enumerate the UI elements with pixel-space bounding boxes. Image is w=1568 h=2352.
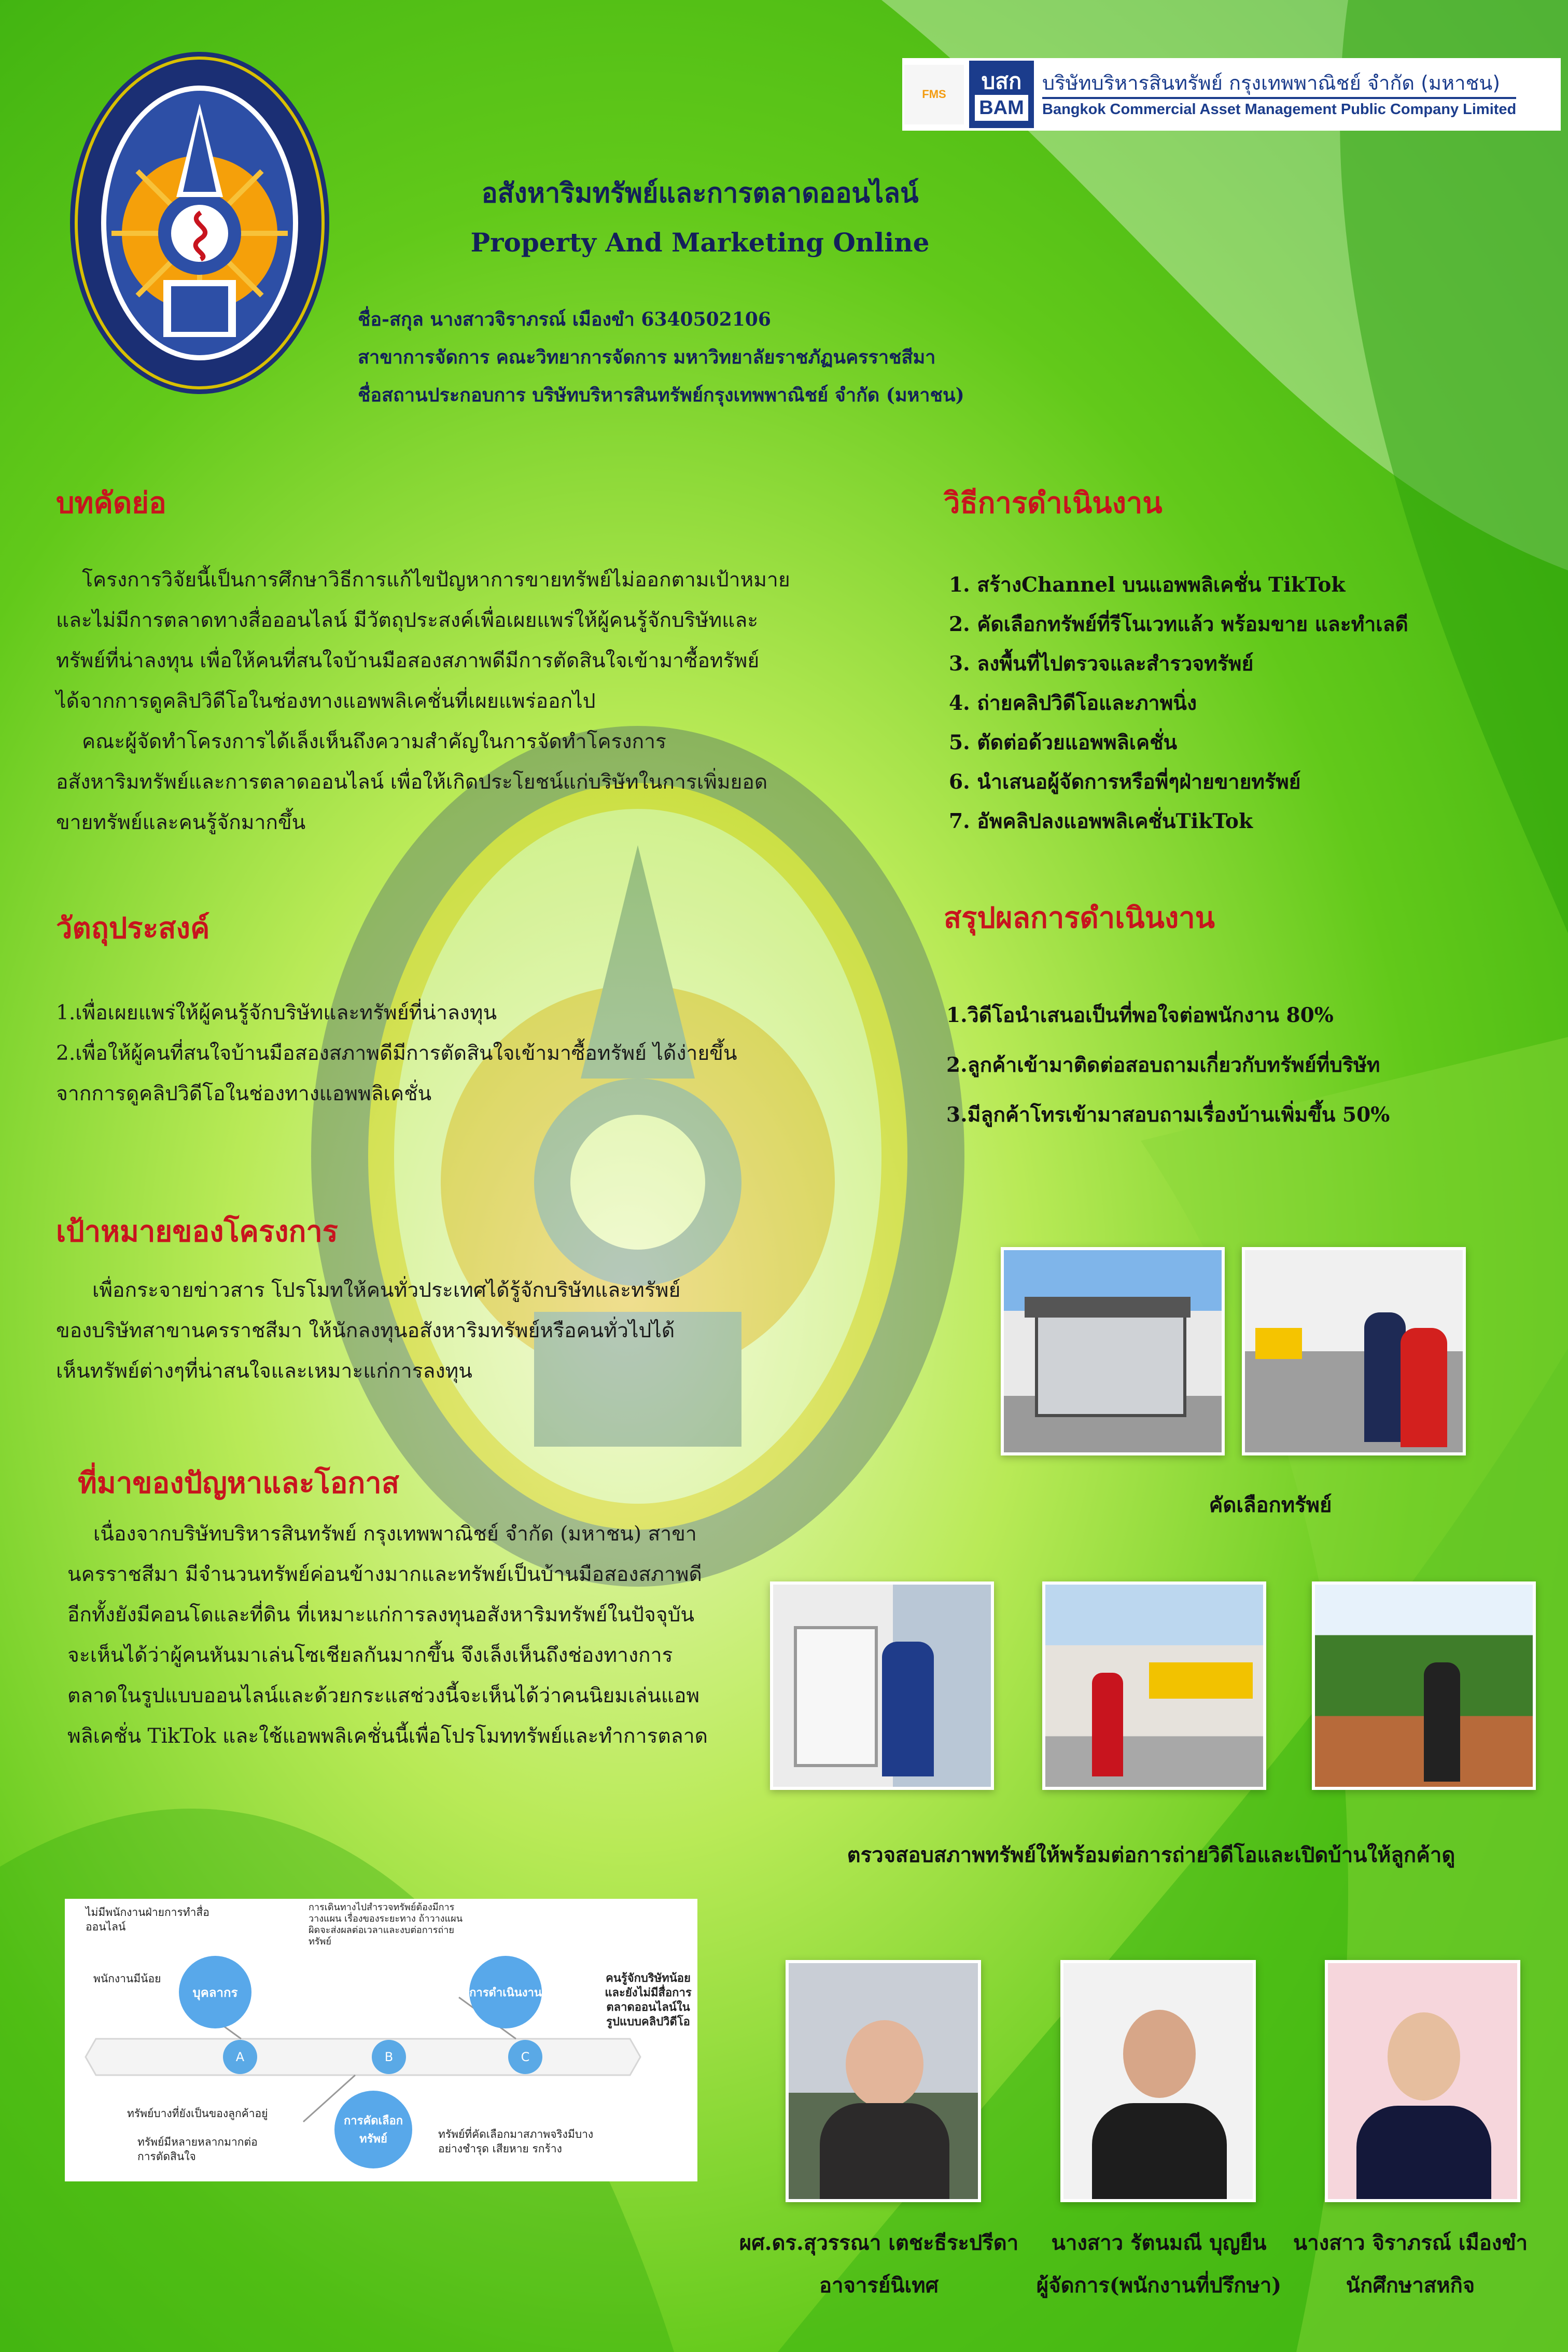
background-heading: ที่มาของปัญหาและโอกาส xyxy=(78,1466,399,1500)
note-few-staff: พนักงานมีน้อย xyxy=(93,1972,161,1985)
node-c: C xyxy=(508,2040,542,2074)
caption-select: คัดเลือกทรัพย์ xyxy=(1209,1493,1332,1517)
method-item: 5. ตัดต่อด้วยแอพพลิเคชั่น xyxy=(949,731,1178,754)
background-line: เนื่องจากบริษัทบริหารสินทรัพย์ กรุงเทพพาณิชย์ จำกัด (มหาชน) สาขา xyxy=(93,1522,697,1546)
background-line: นครราชสีมา มีจำนวนทรัพย์ค่อนข้างมากและทรัพย์เป็นบ้านมือสองสภาพดี xyxy=(67,1563,702,1586)
background-line: ตลาดในรูปแบบออนไลน์และด้วยกระแสช่วงนี้จะเห็นได้ว่าคนนิยมเล่นแอพ xyxy=(67,1684,700,1707)
fms-logo xyxy=(904,65,964,124)
person-3 xyxy=(1265,2222,1556,2307)
watermark-seal xyxy=(301,716,975,1597)
author-info xyxy=(358,301,1136,414)
abstract-line: อสังหาริมทรัพย์และการตลาดออนไลน์ เพื่อให้เกิดประโยชน์แก่บริษัทในการเพิ่มยอด xyxy=(56,771,768,794)
info-company: ชื่อสถานประกอบการ บริษัทบริหารสินทรัพย์กรุงเทพพาณิชย์ จำกัด (มหาชน) xyxy=(358,384,964,406)
goals-text xyxy=(56,1270,834,1392)
method-item: 1. สร้างChannel บนแอพพลิเคชั่น TikTok xyxy=(949,573,1346,597)
outcome-text: คนรู้จักบริษัทน้อย และยังไม่มีสื่อการตลาดออนไลน์ในรูปแบบคลิปวิดีโอ xyxy=(605,1972,692,2028)
caption-inspect: ตรวจสอบสภาพทรัพย์ให้พร้อมต่อการถ่ายวิดีโอและเปิดบ้านให้ลูกค้าดู xyxy=(847,1843,1455,1867)
photo-inspection xyxy=(1242,1247,1466,1455)
objective-item: จากการดูคลิปวิดีโอในช่องทางแอพพลิเคชั่น xyxy=(56,1082,432,1105)
university-seal xyxy=(65,47,334,399)
goals-heading: เป้าหมายของโครงการ xyxy=(56,1214,338,1249)
note-many-choices: ทรัพย์มีหลายหลากมากต่อการตัดสินใจ xyxy=(137,2136,258,2163)
person-3-role: นักศึกษาสหกิจ xyxy=(1346,2273,1475,2298)
abstract-line: ทรัพย์ที่น่าลงทุน เพื่อให้คนที่สนใจบ้านมือสองสภาพดีมีการตัดสินใจเข้ามาซื้อทรัพย์ xyxy=(56,649,760,673)
title-en: Property And Marketing Online xyxy=(470,227,930,258)
abstract-text xyxy=(56,560,834,843)
bubble-personnel: บุคลากร xyxy=(179,1956,251,2028)
abstract-line: คณะผู้จัดทำโครงการได้เล็งเห็นถึงความสำคัญในการจัดทำโครงการ xyxy=(82,730,666,753)
fms-logo-text: FMS xyxy=(922,88,946,101)
result-item: 3.มีลูกค้าโทรเข้ามาสอบถามเรื่องบ้านเพิ่มขึ้น 50% xyxy=(946,1103,1390,1127)
title-th: อสังหาริมทรัพย์และการตลาดออนไลน์ xyxy=(481,177,919,209)
abstract-line: ได้จากการดูคลิปวิดีโอในช่องทางแอพพลิเคชั่นที่เผยแพร่ออกไป xyxy=(56,690,596,713)
result-item: 1.วิดีโอนำเสนอเป็นที่พอใจต่อพนักงาน 80% xyxy=(946,1003,1334,1027)
abstract-line: ขายทรัพย์และคนรู้จักมากขึ้น xyxy=(56,811,306,834)
note-travel-planning: การเดินทางไปสำรวจทรัพย์ต้องมีการวางแผน เรื่องของระยะทาง ถ้าวางแผนผิดจะส่งผลต่อเวลาและงบต่อการถ่ายทรัพย์ xyxy=(309,1902,463,1947)
bam-logo-en: BAM xyxy=(975,95,1028,121)
results-list xyxy=(946,990,1543,1140)
goals-line: ของบริษัทสาขานครราชสีมา ให้นักลงทุนอสังหาริมทรัพย์หรือคนทั่วไปได้ xyxy=(56,1319,675,1342)
company-name-en: Bangkok Commercial Asset Management Public Company Limited xyxy=(1042,97,1516,120)
person-2-role: ผู้จัดการ(พนักงานที่ปรึกษา) xyxy=(1036,2273,1282,2298)
note-no-online-staff: ไม่มีพนักงานฝ่ายการทำสื่อออนไลน์ xyxy=(86,1906,209,1933)
background-line: จะเห็นได้ว่าผู้คนหันมาเล่นโซเชียลกันมากขึ้น จึงเล็งเห็นถึงช่องทางการ xyxy=(67,1644,673,1667)
fishbone-diagram xyxy=(65,1899,697,2181)
objective-item: 1.เพื่อเผยแพร่ให้ผู้คนรู้จักบริษัทและทรัพย์ที่น่าลงทุน xyxy=(56,1001,497,1025)
methods-list xyxy=(949,565,1545,841)
bam-logo-th: บสก xyxy=(981,69,1022,93)
method-item: 2. คัดเลือกทรัพย์ที่รีโนเวทแล้ว พร้อมขาย และทำเลดี xyxy=(949,612,1408,636)
background-line: อีกทั้งยังมีคอนโดและที่ดิน ที่เหมาะแก่การลงทุนอสังหาริมทรัพย์ในปัจจุบัน xyxy=(67,1603,695,1627)
photo-house-front xyxy=(1001,1247,1225,1455)
abstract-heading: บทคัดย่อ xyxy=(56,486,166,520)
abstract-line: โครงการวิจัยนี้เป็นการศึกษาวิธีการแก้ไขปัญหาการขายทรัพย์ไม่ออกตามเป้าหมาย xyxy=(82,568,790,592)
info-faculty: สาขาการจัดการ คณะวิทยาการจัดการ มหาวิทยาลัยราชภัฏนครราชสีมา xyxy=(358,346,936,368)
note-damaged: ทรัพย์ที่คัดเลือกมาสภาพจริงมีบางอย่างชำรุด เสียหาย รกร้าง xyxy=(438,2128,594,2155)
results-heading: สรุปผลการดำเนินงาน xyxy=(944,901,1215,935)
node-b: B xyxy=(372,2040,406,2074)
info-name: ชื่อ-สกุล นางสาวจิราภรณ์ เมืองขำ 6340502106 xyxy=(358,309,771,330)
goals-line: เพื่อกระจายข่าวสาร โปรโมทให้คนทั่วประเทศได้รู้จักบริษัทและทรัพย์ xyxy=(92,1279,681,1302)
company-name xyxy=(1042,69,1516,120)
photo-window-inspection xyxy=(770,1581,994,1790)
method-item: 7. อัพคลิปลงแอพพลิเคชั่นTikTok xyxy=(949,809,1253,833)
bam-logo xyxy=(969,61,1034,128)
bubble-selection: การคัดเลือกทรัพย์ xyxy=(334,2091,412,2168)
person-3-name: นางสาว จิราภรณ์ เมืองขำ xyxy=(1293,2231,1528,2255)
photo-house-visit xyxy=(1042,1581,1266,1790)
company-name-th: บริษัทบริหารสินทรัพย์ กรุงเทพพาณิชย์ จำกัด (มหาชน) xyxy=(1042,72,1501,94)
method-item: 4. ถ่ายคลิปวิดีโอและภาพนิ่ง xyxy=(949,691,1197,715)
company-logo xyxy=(902,58,1561,131)
objective-item: 2.เพื่อให้ผู้คนที่สนใจบ้านมือสองสภาพดีมีการตัดสินใจเข้ามาซื้อทรัพย์ ได้ง่ายขึ้น xyxy=(56,1042,737,1065)
person-1-role: อาจารย์นิเทศ xyxy=(819,2273,939,2298)
background-text xyxy=(67,1514,845,1757)
methods-heading: วิธีการดำเนินงาน xyxy=(944,486,1163,520)
method-item: 3. ลงพื้นที่ไปตรวจและสำรวจทรัพย์ xyxy=(949,652,1254,676)
note-owned-by-customer: ทรัพย์บางที่ยังเป็นของลูกค้าอยู่ xyxy=(127,2107,268,2120)
photo-land-survey xyxy=(1312,1581,1536,1790)
objectives-text xyxy=(56,993,834,1114)
node-a: A xyxy=(223,2040,257,2074)
portrait-manager xyxy=(1060,1960,1256,2202)
abstract-line: และไม่มีการตลาดทางสื่อออนไลน์ มีวัตถุประสงค์เพื่อเผยแพร่ให้ผู้คนรู้จักบริษัทและ xyxy=(56,609,759,632)
portrait-student xyxy=(1325,1960,1520,2202)
person-2-name: นางสาว รัตนมณี บุญยืน xyxy=(1051,2231,1267,2255)
background-line: พลิเคชั่น TikTok และใช้แอพพลิเคชั่นนี้เพื่อโปรโมททรัพย์และทำการตลาด xyxy=(67,1725,708,1748)
objectives-heading: วัตถุประสงค์ xyxy=(56,911,210,945)
person-1-name: ผศ.ดร.สุวรรณา เตชะธีระปรีดา xyxy=(739,2231,1019,2255)
result-item: 2.ลูกค้าเข้ามาติดต่อสอบถามเกี่ยวกับทรัพย์ที่บริษัท xyxy=(946,1053,1380,1077)
method-item: 6. นำเสนอผู้จัดการหรือพี่ๆฝ่ายขายทรัพย์ xyxy=(949,770,1301,794)
goals-line: เห็นทรัพย์ต่างๆที่น่าสนใจและเหมาะแก่การลงทุน xyxy=(56,1360,472,1383)
portrait-advisor xyxy=(786,1960,981,2202)
bubble-operations: การดำเนินงาน xyxy=(469,1956,542,2028)
